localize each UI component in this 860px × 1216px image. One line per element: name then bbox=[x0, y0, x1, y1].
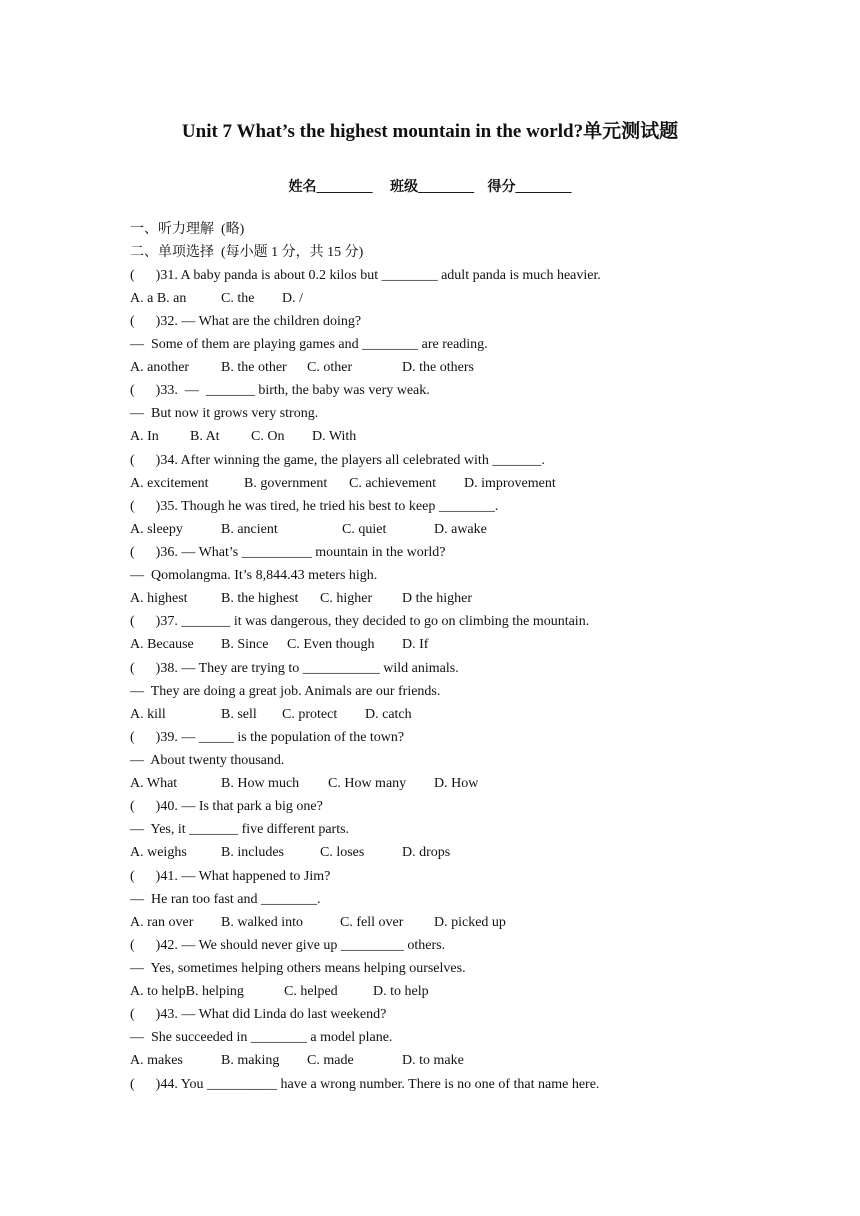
question-34: ( )34. After winning the game, the players all celebrated with _______. bbox=[130, 453, 545, 468]
option: B. walked into bbox=[221, 915, 304, 930]
dialogue-38: — They are doing a great job. Animals are our friends. bbox=[130, 684, 441, 699]
question-35: ( )35. Though he was tired, he tried his best to keep ________. bbox=[130, 499, 499, 514]
option: C. loses bbox=[320, 845, 365, 860]
dialogue-33: — But now it grows very strong. bbox=[130, 406, 319, 421]
option: D. drops bbox=[402, 845, 451, 860]
dialogue-42: — Yes, sometimes helping others means helping ourselves. bbox=[130, 961, 466, 976]
option: A. makes bbox=[130, 1053, 183, 1068]
question-37: ( )37. _______ it was dangerous, they decided to go on climbing the mountain. bbox=[130, 614, 590, 629]
question-32: ( )32. — What are the children doing? bbox=[130, 314, 362, 329]
question-43: ( )43. — What did Linda do last weekend? bbox=[130, 1007, 387, 1022]
option: D. / bbox=[282, 291, 303, 306]
option: D. awake bbox=[434, 522, 487, 537]
name-field: 姓名________ bbox=[288, 180, 373, 195]
option: A. highest bbox=[130, 591, 188, 606]
option: C. helped bbox=[284, 984, 338, 999]
option: B. government bbox=[244, 476, 328, 491]
option: C. protect bbox=[282, 707, 338, 722]
dialogue-32: — Some of them are playing games and ________ are reading. bbox=[130, 337, 488, 352]
option: B. the highest bbox=[221, 591, 299, 606]
option: D. the others bbox=[402, 360, 474, 375]
option: C. fell over bbox=[340, 915, 404, 930]
option: C. On bbox=[251, 429, 285, 444]
dialogue-40: — Yes, it _______ five different parts. bbox=[130, 822, 350, 837]
option: C. other bbox=[307, 360, 353, 375]
option: A. a B. an bbox=[130, 291, 187, 306]
dialogue-39: — About twenty thousand. bbox=[130, 753, 285, 768]
option: B. Since bbox=[221, 637, 269, 652]
question-36: ( )36. — What’s __________ mountain in the world? bbox=[130, 545, 446, 560]
option: C. quiet bbox=[342, 522, 387, 537]
dialogue-36: — Qomolangma. It’s 8,844.43 meters high. bbox=[130, 568, 378, 583]
dialogue-41: — He ran too fast and ________. bbox=[130, 892, 321, 907]
option: A. sleepy bbox=[130, 522, 183, 537]
page-title: Unit 7 What’s the highest mountain in the world?单元测试题 bbox=[181, 121, 679, 142]
option: D. How bbox=[434, 776, 479, 791]
question-31: ( )31. A baby panda is about 0.2 kilos but ________ adult panda is much heavier. bbox=[130, 268, 601, 283]
option: D. If bbox=[402, 637, 429, 652]
option: C. How many bbox=[328, 776, 407, 791]
option: B. At bbox=[190, 429, 220, 444]
option: C. achievement bbox=[349, 476, 437, 491]
student-info-fields bbox=[0, 176, 860, 196]
option: A. weighs bbox=[130, 845, 187, 860]
section-listening: 一、听力理解 (略) bbox=[130, 222, 245, 237]
option: C. the bbox=[221, 291, 255, 306]
option: A. another bbox=[130, 360, 190, 375]
option: A. In bbox=[130, 429, 159, 444]
option: B. making bbox=[221, 1053, 280, 1068]
option: D. picked up bbox=[434, 915, 506, 930]
option: B. sell bbox=[221, 707, 257, 722]
option: D. catch bbox=[365, 707, 412, 722]
question-38: ( )38. — They are trying to ___________ wild animals. bbox=[130, 661, 459, 676]
option: B. the other bbox=[221, 360, 287, 375]
option: B. includes bbox=[221, 845, 284, 860]
option: D the higher bbox=[402, 591, 472, 606]
dialogue-43: — She succeeded in ________ a model plane. bbox=[130, 1030, 393, 1045]
option: A. to helpB. helping bbox=[130, 984, 244, 999]
question-42: ( )42. — We should never give up _________ others. bbox=[130, 938, 446, 953]
option: D. to make bbox=[402, 1053, 464, 1068]
option: A. ran over bbox=[130, 915, 194, 930]
option: C. higher bbox=[320, 591, 373, 606]
section-choice: 二、单项选择 (每小题 1 分，共 15 分) bbox=[130, 245, 364, 260]
question-40: ( )40. — Is that park a big one? bbox=[130, 799, 323, 814]
option: C. Even though bbox=[287, 637, 375, 652]
question-39: ( )39. — _____ is the population of the town? bbox=[130, 730, 405, 745]
option: D. to help bbox=[373, 984, 429, 999]
option: A. Because bbox=[130, 637, 194, 652]
option: D. improvement bbox=[464, 476, 556, 491]
class-field: 班级________ bbox=[390, 180, 474, 195]
score-field: 得分________ bbox=[487, 180, 572, 195]
option: A. What bbox=[130, 776, 178, 791]
option: C. made bbox=[307, 1053, 354, 1068]
question-44: ( )44. You __________ have a wrong number. There is no one of that name here. bbox=[130, 1077, 600, 1092]
question-33: ( )33. — _______ birth, the baby was very weak. bbox=[130, 383, 430, 398]
option: A. kill bbox=[130, 707, 166, 722]
question-41: ( )41. — What happened to Jim? bbox=[130, 869, 331, 884]
option: B. ancient bbox=[221, 522, 278, 537]
option: A. excitement bbox=[130, 476, 209, 491]
option: B. How much bbox=[221, 776, 300, 791]
option: D. With bbox=[312, 429, 357, 444]
